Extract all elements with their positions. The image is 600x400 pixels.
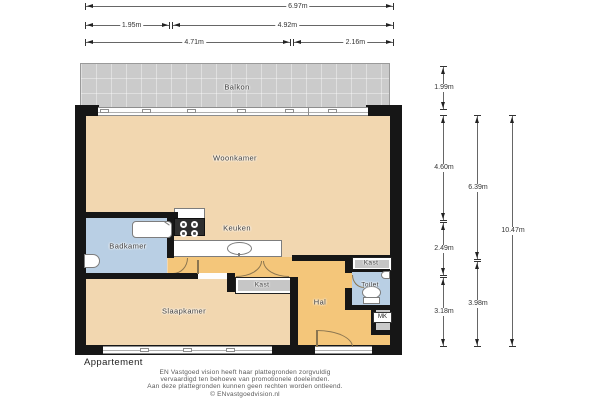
dim-right-woonkamer: [434, 115, 454, 221]
dim-right-keuken: [434, 222, 454, 276]
plan-title: Appartement: [84, 357, 143, 368]
bathroom-sink: [84, 254, 100, 268]
room-label-hal: Hal: [313, 297, 327, 307]
dim-right-balcony: [434, 66, 454, 110]
dim-right-total: [501, 115, 525, 347]
wall-left: [75, 105, 86, 355]
window-tick: [183, 348, 192, 352]
kitchen-sink-tap: [238, 253, 240, 257]
dim-label: 1.95m: [121, 22, 142, 29]
dim-label: 4.92m: [277, 22, 298, 29]
window-tick: [187, 109, 196, 113]
window-tick: [237, 109, 246, 113]
window-divider: [308, 107, 309, 116]
dim-label: 3.98m: [468, 300, 488, 307]
dim-right-mid-lower: [468, 261, 488, 347]
window-tick: [142, 109, 151, 113]
dim-right-mid-upper: [468, 115, 488, 260]
dim-label: 6.97m: [288, 3, 308, 10]
room-label-balkon: Balkon: [224, 82, 250, 92]
window-tick: [285, 109, 294, 113]
entrance-door-leaf: [316, 330, 318, 347]
toilet-wall-left-upper: [345, 255, 352, 273]
disclaimer-line: EN Vastgoed vision heeft haar plattegronden zorgvuldig: [159, 369, 331, 376]
toilet-sink: [381, 271, 390, 279]
bedroom-door-leaf: [197, 260, 199, 274]
dim-label: 4.60m: [434, 164, 454, 171]
dim-top2-right: [293, 39, 394, 46]
dim-top-right: [172, 22, 394, 29]
dim-label: 2.16m: [345, 39, 366, 46]
disclaimer-line: Aan deze plattegronden kunnen geen rechten worden ontleend.: [147, 383, 343, 391]
entrance-door-band: [315, 346, 372, 354]
stove-burner-icon: [191, 221, 198, 228]
dim-label: 2.49m: [434, 245, 454, 252]
stove-burner-icon: [191, 230, 198, 237]
wall-top-corner-left: [75, 105, 99, 116]
room-label-slaapkamer: Slaapkamer: [161, 306, 207, 316]
window-tick: [226, 348, 235, 352]
dim-top-left: [85, 22, 170, 29]
hal-wall-left: [290, 277, 298, 345]
dim-top2-left: [85, 39, 291, 46]
dim-label: 6.39m: [468, 183, 488, 191]
disclaimer-line: vervaardigd ten behoeve van promotionele doeleinden.: [160, 376, 330, 384]
wall-top-corner-right: [366, 105, 402, 116]
room-label-mk: MK: [373, 312, 392, 323]
mk-wall-bottom: [371, 330, 402, 335]
dim-label: 3.18m: [434, 308, 454, 315]
bedroom-door-opening: [198, 273, 227, 279]
stove-burner-icon: [180, 230, 187, 237]
stove: [174, 218, 205, 236]
room-label-keuken: Keuken: [223, 223, 251, 233]
room-label-kast-center: Kast: [254, 281, 270, 289]
stove-burner-icon: [180, 221, 187, 228]
disclaimer-line: © ENvastgoedvision.nl: [210, 390, 280, 398]
disclaimer: [70, 369, 420, 398]
room-label-badkamer: Badkamer: [109, 241, 147, 251]
dim-label: 1.99m: [434, 84, 454, 91]
dim-label: 10.47m: [501, 227, 525, 234]
dim-right-slaapkamer: [434, 277, 454, 347]
dim-label: 4.71m: [184, 39, 204, 46]
dim-top-total: [85, 3, 394, 10]
room-label-kast-right: Kast: [363, 259, 379, 267]
window-tick: [100, 109, 109, 113]
window-tick: [140, 348, 149, 352]
room-label-toilet: Toilet: [361, 281, 379, 289]
room-label-woonkamer: Woonkamer: [213, 153, 257, 163]
toilet-tank: [363, 297, 380, 304]
window-tick: [328, 109, 337, 113]
